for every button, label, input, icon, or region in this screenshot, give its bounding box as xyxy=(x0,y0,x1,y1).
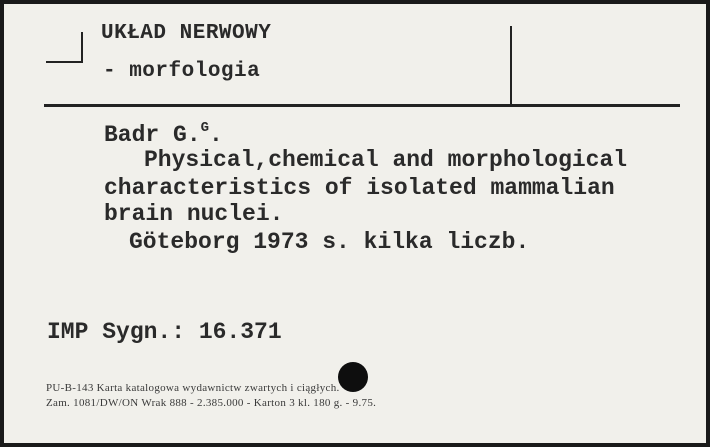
header-right-divider xyxy=(510,26,512,104)
author-name: Badr G. xyxy=(104,122,201,148)
author-line xyxy=(104,120,223,148)
header-rule xyxy=(44,104,680,107)
subject-heading: UKŁAD NERWOWY xyxy=(101,22,272,45)
title-line-2: characteristics of isolated mammalian xyxy=(104,175,615,201)
punch-hole xyxy=(338,362,368,392)
title-line-3: brain nuclei. xyxy=(104,201,284,227)
header-left-corner-line xyxy=(81,32,83,62)
imprint-line: Göteborg 1973 s. kilka liczb. xyxy=(129,229,530,255)
catalog-card xyxy=(4,4,706,443)
author-period: . xyxy=(209,122,223,148)
author-superscript: G xyxy=(200,120,210,136)
footer-line-1: PU-B-143 Karta katalogowa wydawnictw zwartych i ciągłych. xyxy=(46,382,340,394)
footer-line-2: Zam. 1081/DW/ON Wrak 888 - 2.385.000 - Karton 3 kl. 180 g. - 9.75. xyxy=(46,397,377,409)
header-left-corner-base xyxy=(46,61,83,63)
call-number: IMP Sygn.: 16.371 xyxy=(47,319,282,345)
subject-subdivision: - morfologia xyxy=(103,60,261,83)
title-line-1: Physical,chemical and morphological xyxy=(144,147,628,173)
